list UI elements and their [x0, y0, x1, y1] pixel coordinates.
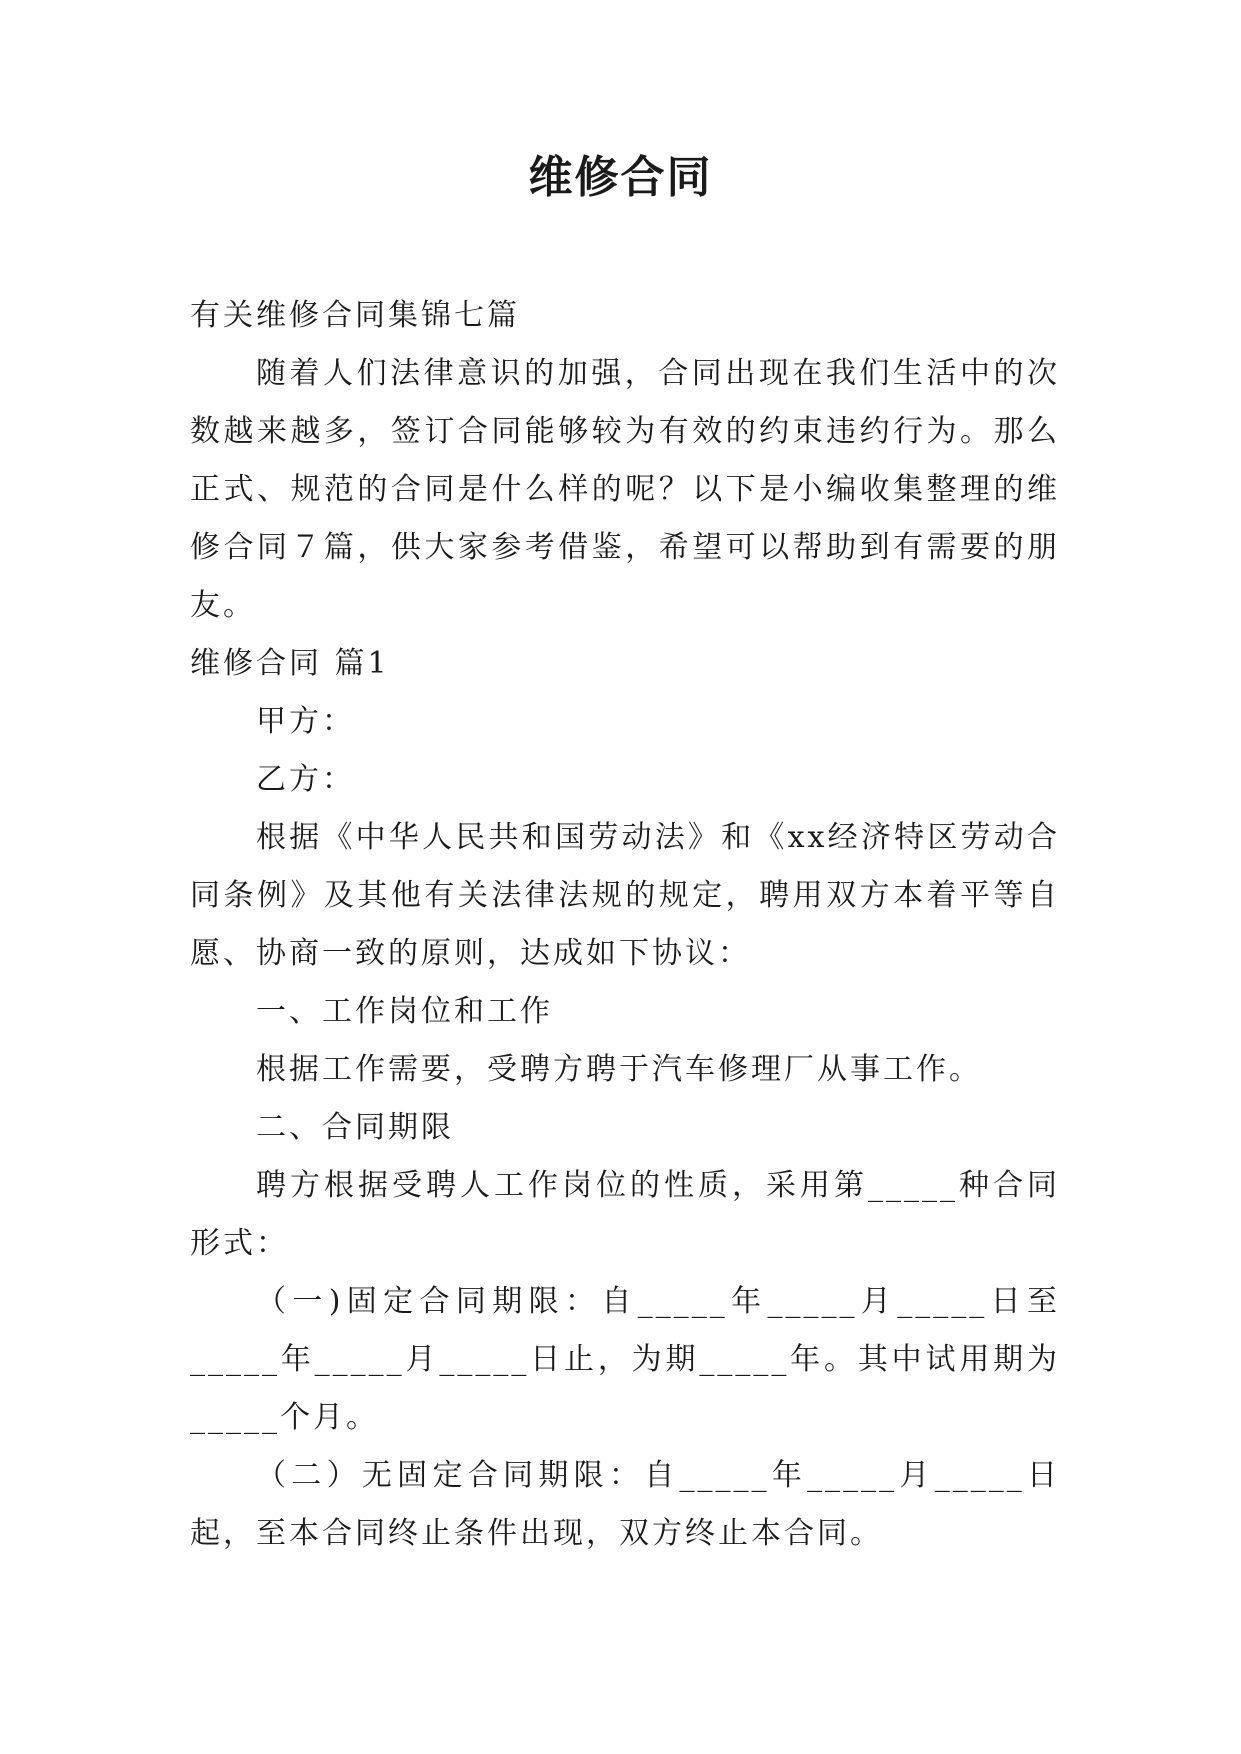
- clause-heading-1: 一、工作岗位和工作: [256, 994, 553, 1029]
- section-heading: 维修合同 篇1: [190, 646, 390, 681]
- clause-heading-2: 二、合同期限: [256, 1110, 454, 1145]
- document-title: 维修合同: [528, 152, 713, 203]
- paragraph-intro: 随着人们法律意识的加强，合同出现在我们生活中的次数越来越多，签订合同能够较为有效的约束违约行为。那么正式、规范的合同是什么样的呢？以下是小编收集整理的维修合同７篇，供大家参考借鉴，希望可以帮助到有需要的朋友。: [190, 356, 1060, 623]
- paragraph-open-term: （二）无固定合同期限：自_____年_____月_____日起，至本合同终止条件出现，双方终止本合同。: [190, 1458, 1060, 1551]
- paragraph-clause-2: 聘方根据受聘人工作岗位的性质，采用第_____种合同形式：: [190, 1168, 1060, 1261]
- party-b-line: 乙方：: [256, 762, 355, 797]
- paragraph-clause-1: 根据工作需要，受聘方聘于汽车修理厂从事工作。: [256, 1052, 982, 1087]
- document-body: [190, 287, 1060, 1563]
- paragraph-basis: 根据《中华人民共和国劳动法》和《xx经济特区劳动合同条例》及其他有关法律法规的规定，聘用双方本着平等自愿、协商一致的原则，达成如下协议：: [190, 820, 1060, 971]
- paragraph-heading: 有关维修合同集锦七篇: [190, 298, 520, 333]
- party-a-line: 甲方：: [256, 704, 355, 739]
- paragraph-fixed-term: （一)固定合同期限：自_____年_____月_____日至_____年_____月_____日止，为期_____年。其中试用期为_____个月。: [190, 1284, 1060, 1435]
